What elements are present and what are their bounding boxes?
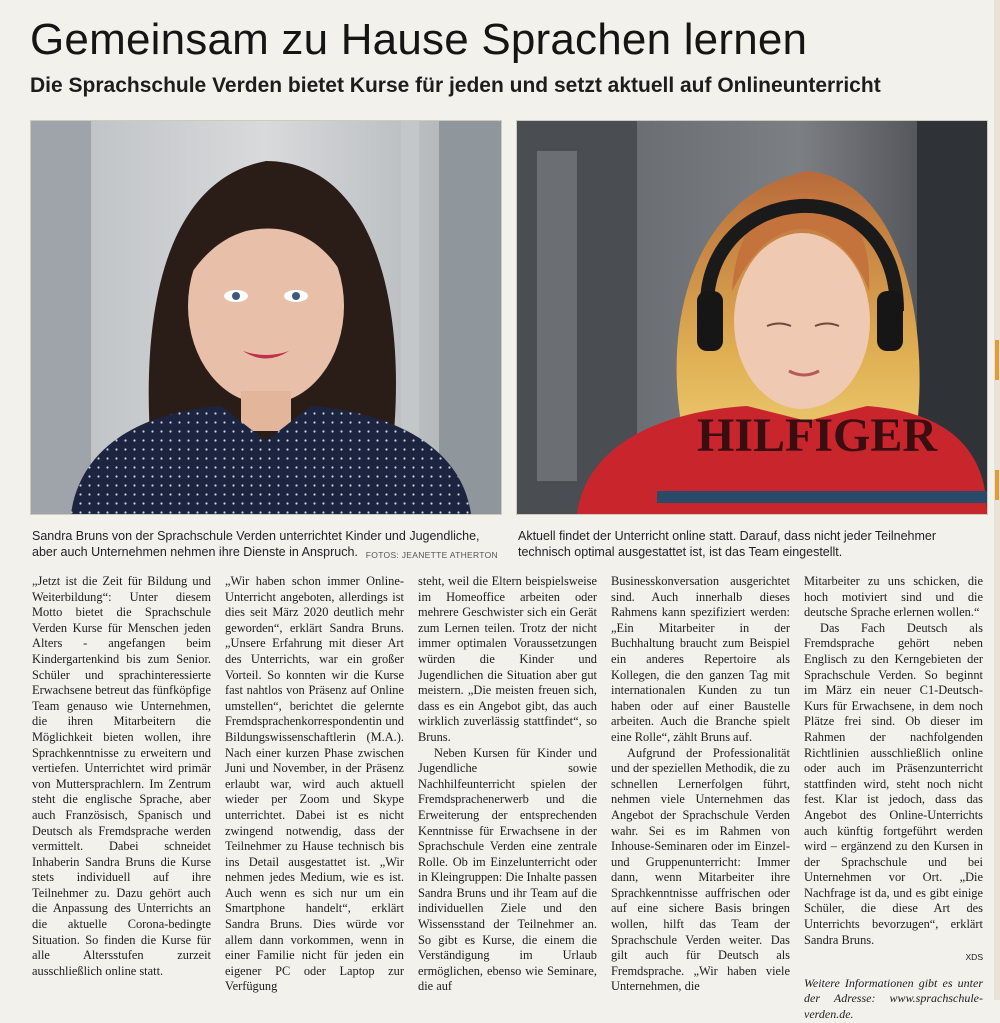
body-column-2 <box>225 574 404 994</box>
paragraph: Neben Kursen für Kinder und Jugendliche sowie Nachhilfeunterricht spielen der Fremdsprachenerwerb und die Erweiterung der entsprechenden Kenntnisse für Erwachsene in der Sprachschule Verden eine zentrale Rolle. Ob im Einzelunterricht oder in Kleingruppen: Die Inhalte passen Sandra Bruns und ihr Team auf die individuellen Ziele und den Wissensstand der Teilnehmer an. So gibt es Kurse, die einem die Verständigung im Urlaub ermöglichen, ebenso wie Seminare, die auf <box>418 745 597 994</box>
article-headline: Gemeinsam zu Hause Sprachen lernen <box>30 15 808 64</box>
body-column-4 <box>611 574 790 994</box>
article-subheadline: Die Sprachschule Verden bietet Kurse für jeden und setzt aktuell auf Onlineunterricht <box>30 74 881 97</box>
paragraph: Aufgrund der Professionalität und der speziellen Methodik, die zu schnellen Lernerfolgen führt, nehmen viele Unternehmen das Angebot der Sprachschule Verden wahr. Sei es im Rahmen von Inhouse-Seminaren oder im Einzel- und Gruppenunterricht: Immer dann, wenn Mitarbeiter ihre Sprachkenntnisse auffrischen oder auf eine sichere Basis bringen wollen, hilft das Team der Sprachschule Verden weiter. Das gilt auch für Deutsch als Fremdsprache. „Wir haben viele Unternehmen, die <box>611 745 790 994</box>
caption-left <box>32 528 502 563</box>
paragraph: Das Fach Deutsch als Fremdsprache gehört neben Englisch zu den Kerngebieten der Sprachschule Verden. So beginnt im März ein neuer C1-Deutsch-Kurs für Erwachsene, in dem noch Plätze frei sind. Ob dieser im Rahmen der nachfolgenden Richtlinien ausschließlich online oder auch im Präsenzunterricht stattfinden wird, steht noch nicht fest. Klar ist jedoch, dass das Angebot des Online-Unterrichts auch künftig fortgeführt werden wird – ergänzend zu den Kursen in der Sprachschule und bei Unternehmen vor Ort. „Die Nachfrage ist da, und es gibt einige Schüler, die diese Art des Unterrichts bevorzugen“, erklärt Sandra Bruns. <box>804 620 983 947</box>
body-column-3 <box>418 574 597 994</box>
edge-marker <box>995 340 999 380</box>
shirt-text: HILFIGER <box>696 409 938 462</box>
body-column-5 <box>804 574 983 1022</box>
photo-credit: FOTOS: JEANETTE ATHERTON <box>365 550 498 560</box>
portrait-illustration <box>31 121 501 514</box>
edge-marker <box>995 470 999 500</box>
student-illustration <box>517 121 987 514</box>
caption-left-text: Sandra Bruns von der Sprachschule Verden unterrichtet Kinder und Jugendliche, aber auch Unternehmen nehmen ihre Dienste in Anspruch. <box>32 529 480 559</box>
author-initials: XDS <box>965 952 983 963</box>
paragraph: Businesskonversation ausgerichtet sind. Auch innerhalb dieses Rahmens kann spezifiziert werden: „Ein Mitarbeiter in der Buchhaltung braucht zum Beispiel ein anderes Repertoire als Kollegen, die den ganzen Tag mit internationalen Kunden zu tun haben oder auf einer Baustelle arbeiten. Auch die Branche spielt eine Rolle“, zählt Bruns auf. <box>611 574 790 744</box>
paragraph: steht, weil die Eltern beispielsweise im Homeoffice arbeiten oder mehrere Geschwister sich ein Gerät zum Lernen teilen. Trotz der nicht immer optimalen Voraussetzungen würden die Kinder und Jugendlichen die Situation aber gut meistern. „Die meisten freuen sich, dass es ein Angebot gibt, das auch wirklich zuverlässig stattfindet“, so Bruns. <box>418 574 597 744</box>
info-link-text: Weitere Informationen gibt es unter der Adresse: www.sprachschule-verden.de. <box>804 975 983 1022</box>
page-edge <box>994 0 1000 1000</box>
paragraph: „Wir haben schon immer Online-Unterricht angeboten, allerdings ist dies seit März 2020 deutlich mehr geworden“, erklärt Sandra Bruns. „Unsere Erfahrung mit dieser Art des Unterrichts, war ein großer Vorteil. So konnten wir die Kurse fast nahtlos von Präsenz auf Online umstellen“, berichtet die gelernte Fremdsprachenkorrespondentin und Bildungswissenschaftlerin (M.A.). Nach einer kurzen Phase zwischen Juni und November, in der Präsenz erlaubt war, wird auch aktuell wieder per Zoom und Skype unterrichtet. Dabei ist es nicht zwingend notwendig, dass der Teilnehmer zu Hause technisch bis ins Detail ausgestattet ist. „Wir nehmen jedes Medium, wie es ist. Auch wenn es sich nur um ein Smartphone handelt“, erklärt Sandra Bruns. Dies würde vor allem dann vorkommen, wenn in einer Familie nicht für jeden ein eigener PC oder Laptop zur Verfügung <box>225 574 404 994</box>
paragraph: Mitarbeiter zu uns schicken, die hoch motiviert sind und die deutsche Sprache erlernen wollen.“ <box>804 574 983 620</box>
caption-right: Aktuell findet der Unterricht online statt. Darauf, dass nicht jeder Teilnehmer technisch optimal ausgestattet ist, ist das Team eingestellt. <box>518 529 937 559</box>
paragraph: „Jetzt ist die Zeit für Bildung und Weiterbildung“: Unter diesem Motto bietet die Sprachschule Verden Kurse für Menschen jeden Alters - angefangen beim Kindergartenkind bis zum Senior. Schüler und sprachinteressierte Erwachsene betreut das fünfköpfige Team genauso wie Unternehmen, die ihren Mitarbeitern die Möglichkeit bieten wollen, ihre Sprachkenntnisse zu erweitern und vertiefen. Unterrichtet wird primär von Muttersprachlern. Im Zentrum steht die englische Sprache, aber auch Französisch, Spanisch und Deutsch als Fremdsprache werden vermittelt. Dabei schneidet Inhaberin Sandra Bruns die Kurse stets individuell auf ihre Teilnehmer zu. Dazu gehört auch die Anpassung des Unterrichts an die aktuelle Corona-bedingte Situation. So finden die Kurse für alle Altersstufen zurzeit ausschließlich online statt. <box>32 574 211 978</box>
photo-sandra-bruns <box>30 120 502 515</box>
body-column-1 <box>32 574 211 994</box>
article-body <box>32 574 987 1022</box>
photo-student-online <box>516 120 988 515</box>
